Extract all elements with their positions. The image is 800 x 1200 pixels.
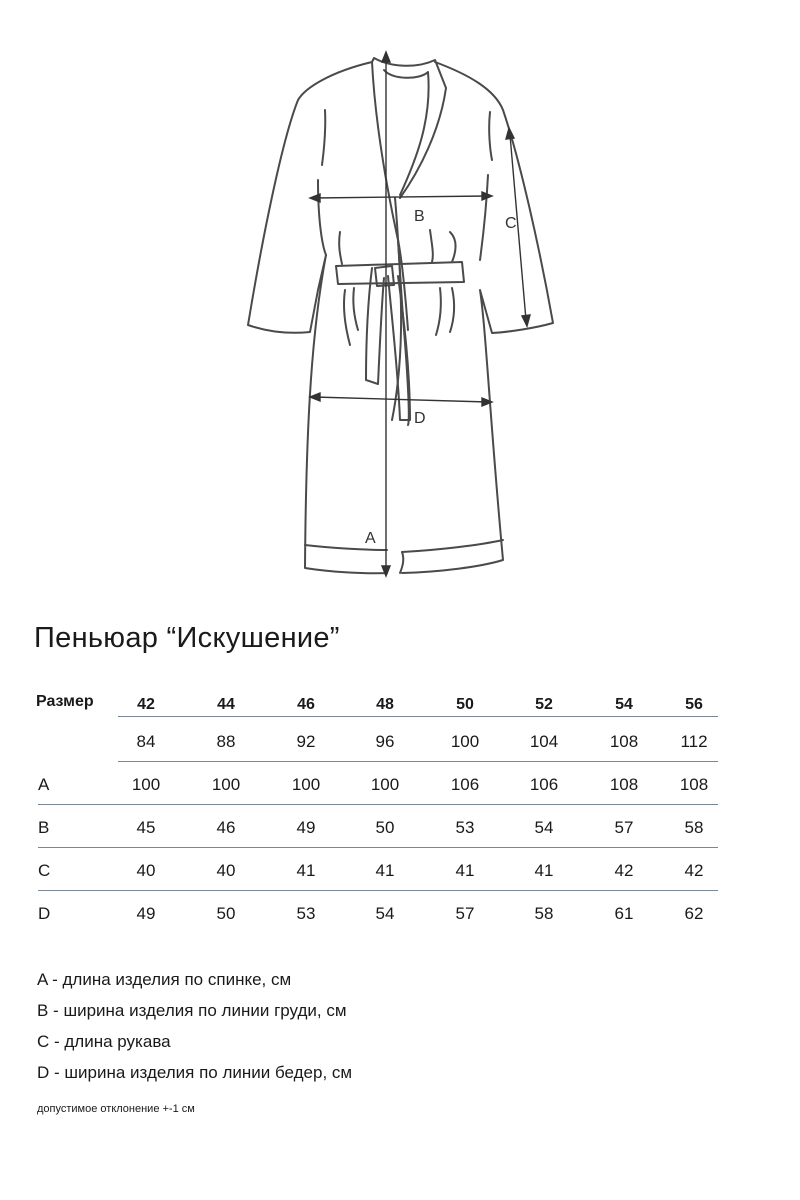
legend-item-c: C - длина рукава <box>37 1032 171 1051</box>
size-col: 50 <box>456 696 474 713</box>
divider <box>38 847 718 848</box>
table-cell: 53 <box>296 904 316 923</box>
size-col: 44 <box>217 696 235 713</box>
legend-item-d: D - ширина изделия по линии бедер, см <box>37 1063 353 1082</box>
table-cell: 58 <box>534 904 554 923</box>
label-d: D <box>414 410 426 427</box>
divider <box>38 804 718 805</box>
table-cell: 57 <box>455 904 475 923</box>
table-cell: 49 <box>296 818 316 837</box>
size-col: 56 <box>685 696 703 713</box>
table-cell: 41 <box>534 861 554 880</box>
table-cell: 61 <box>614 904 634 923</box>
table-cell: 108 <box>609 732 639 751</box>
table-cell: 108 <box>609 775 639 794</box>
table-cell: 57 <box>614 818 634 837</box>
table-cell: 96 <box>375 732 395 751</box>
table-cell: 45 <box>136 818 156 837</box>
row-label: C <box>38 861 51 880</box>
label-b: B <box>414 208 425 225</box>
table-row <box>28 731 718 774</box>
table-cell: 112 <box>680 732 708 751</box>
table-cell: 100 <box>211 775 241 794</box>
legend-item-a: A - длина изделия по спинке, см <box>37 970 292 989</box>
table-cell: 40 <box>216 861 236 880</box>
table-cell: 40 <box>136 861 156 880</box>
size-col: 42 <box>137 696 155 713</box>
table-cell: 58 <box>684 818 704 837</box>
table-cell: 106 <box>529 775 559 794</box>
table-cell: 54 <box>534 818 554 837</box>
row-label: B <box>38 818 50 837</box>
table-row <box>28 817 718 860</box>
table-cell: 84 <box>136 732 156 751</box>
table-cell: 50 <box>375 818 395 837</box>
table-cell: 106 <box>450 775 480 794</box>
divider <box>118 761 718 762</box>
table-row <box>28 903 718 946</box>
table-cell: 62 <box>684 904 704 923</box>
row-label: A <box>38 775 50 794</box>
table-cell: 46 <box>216 818 236 837</box>
table-cell: 88 <box>216 732 236 751</box>
table-cell: 50 <box>216 904 236 923</box>
table-cell: 41 <box>375 861 395 880</box>
table-cell: 42 <box>684 861 704 880</box>
table-cell: 41 <box>455 861 475 880</box>
product-title: Пеньюар “Искушение” <box>34 622 340 654</box>
label-c: C <box>505 215 517 232</box>
table-cell: 42 <box>614 861 634 880</box>
divider <box>38 890 718 891</box>
table-cell: 92 <box>296 732 316 751</box>
table-cell: 100 <box>370 775 400 794</box>
divider <box>118 716 718 717</box>
size-header-label: Размер <box>36 693 94 710</box>
legend-item-b: B - ширина изделия по линии груди, см <box>37 1001 347 1020</box>
table-cell: 100 <box>450 732 480 751</box>
table-header-row <box>28 688 718 731</box>
size-col: 46 <box>297 696 315 713</box>
label-a: A <box>365 530 376 547</box>
table-cell: 41 <box>296 861 316 880</box>
measurement-legend <box>37 964 352 1088</box>
size-col: 54 <box>615 696 633 713</box>
table-row <box>28 860 718 903</box>
table-row <box>28 774 718 817</box>
size-col: 52 <box>535 696 553 713</box>
table-cell: 100 <box>291 775 321 794</box>
table-cell: 100 <box>131 775 161 794</box>
tolerance-note: допустимое отклонение +-1 см <box>37 1103 195 1115</box>
table-cell: 54 <box>375 904 395 923</box>
size-table <box>28 688 718 946</box>
row-label: D <box>38 904 51 923</box>
table-cell: 104 <box>529 732 559 751</box>
table-cell: 53 <box>455 818 475 837</box>
size-col: 48 <box>376 696 394 713</box>
table-cell: 108 <box>679 775 709 794</box>
table-cell: 49 <box>136 904 156 923</box>
